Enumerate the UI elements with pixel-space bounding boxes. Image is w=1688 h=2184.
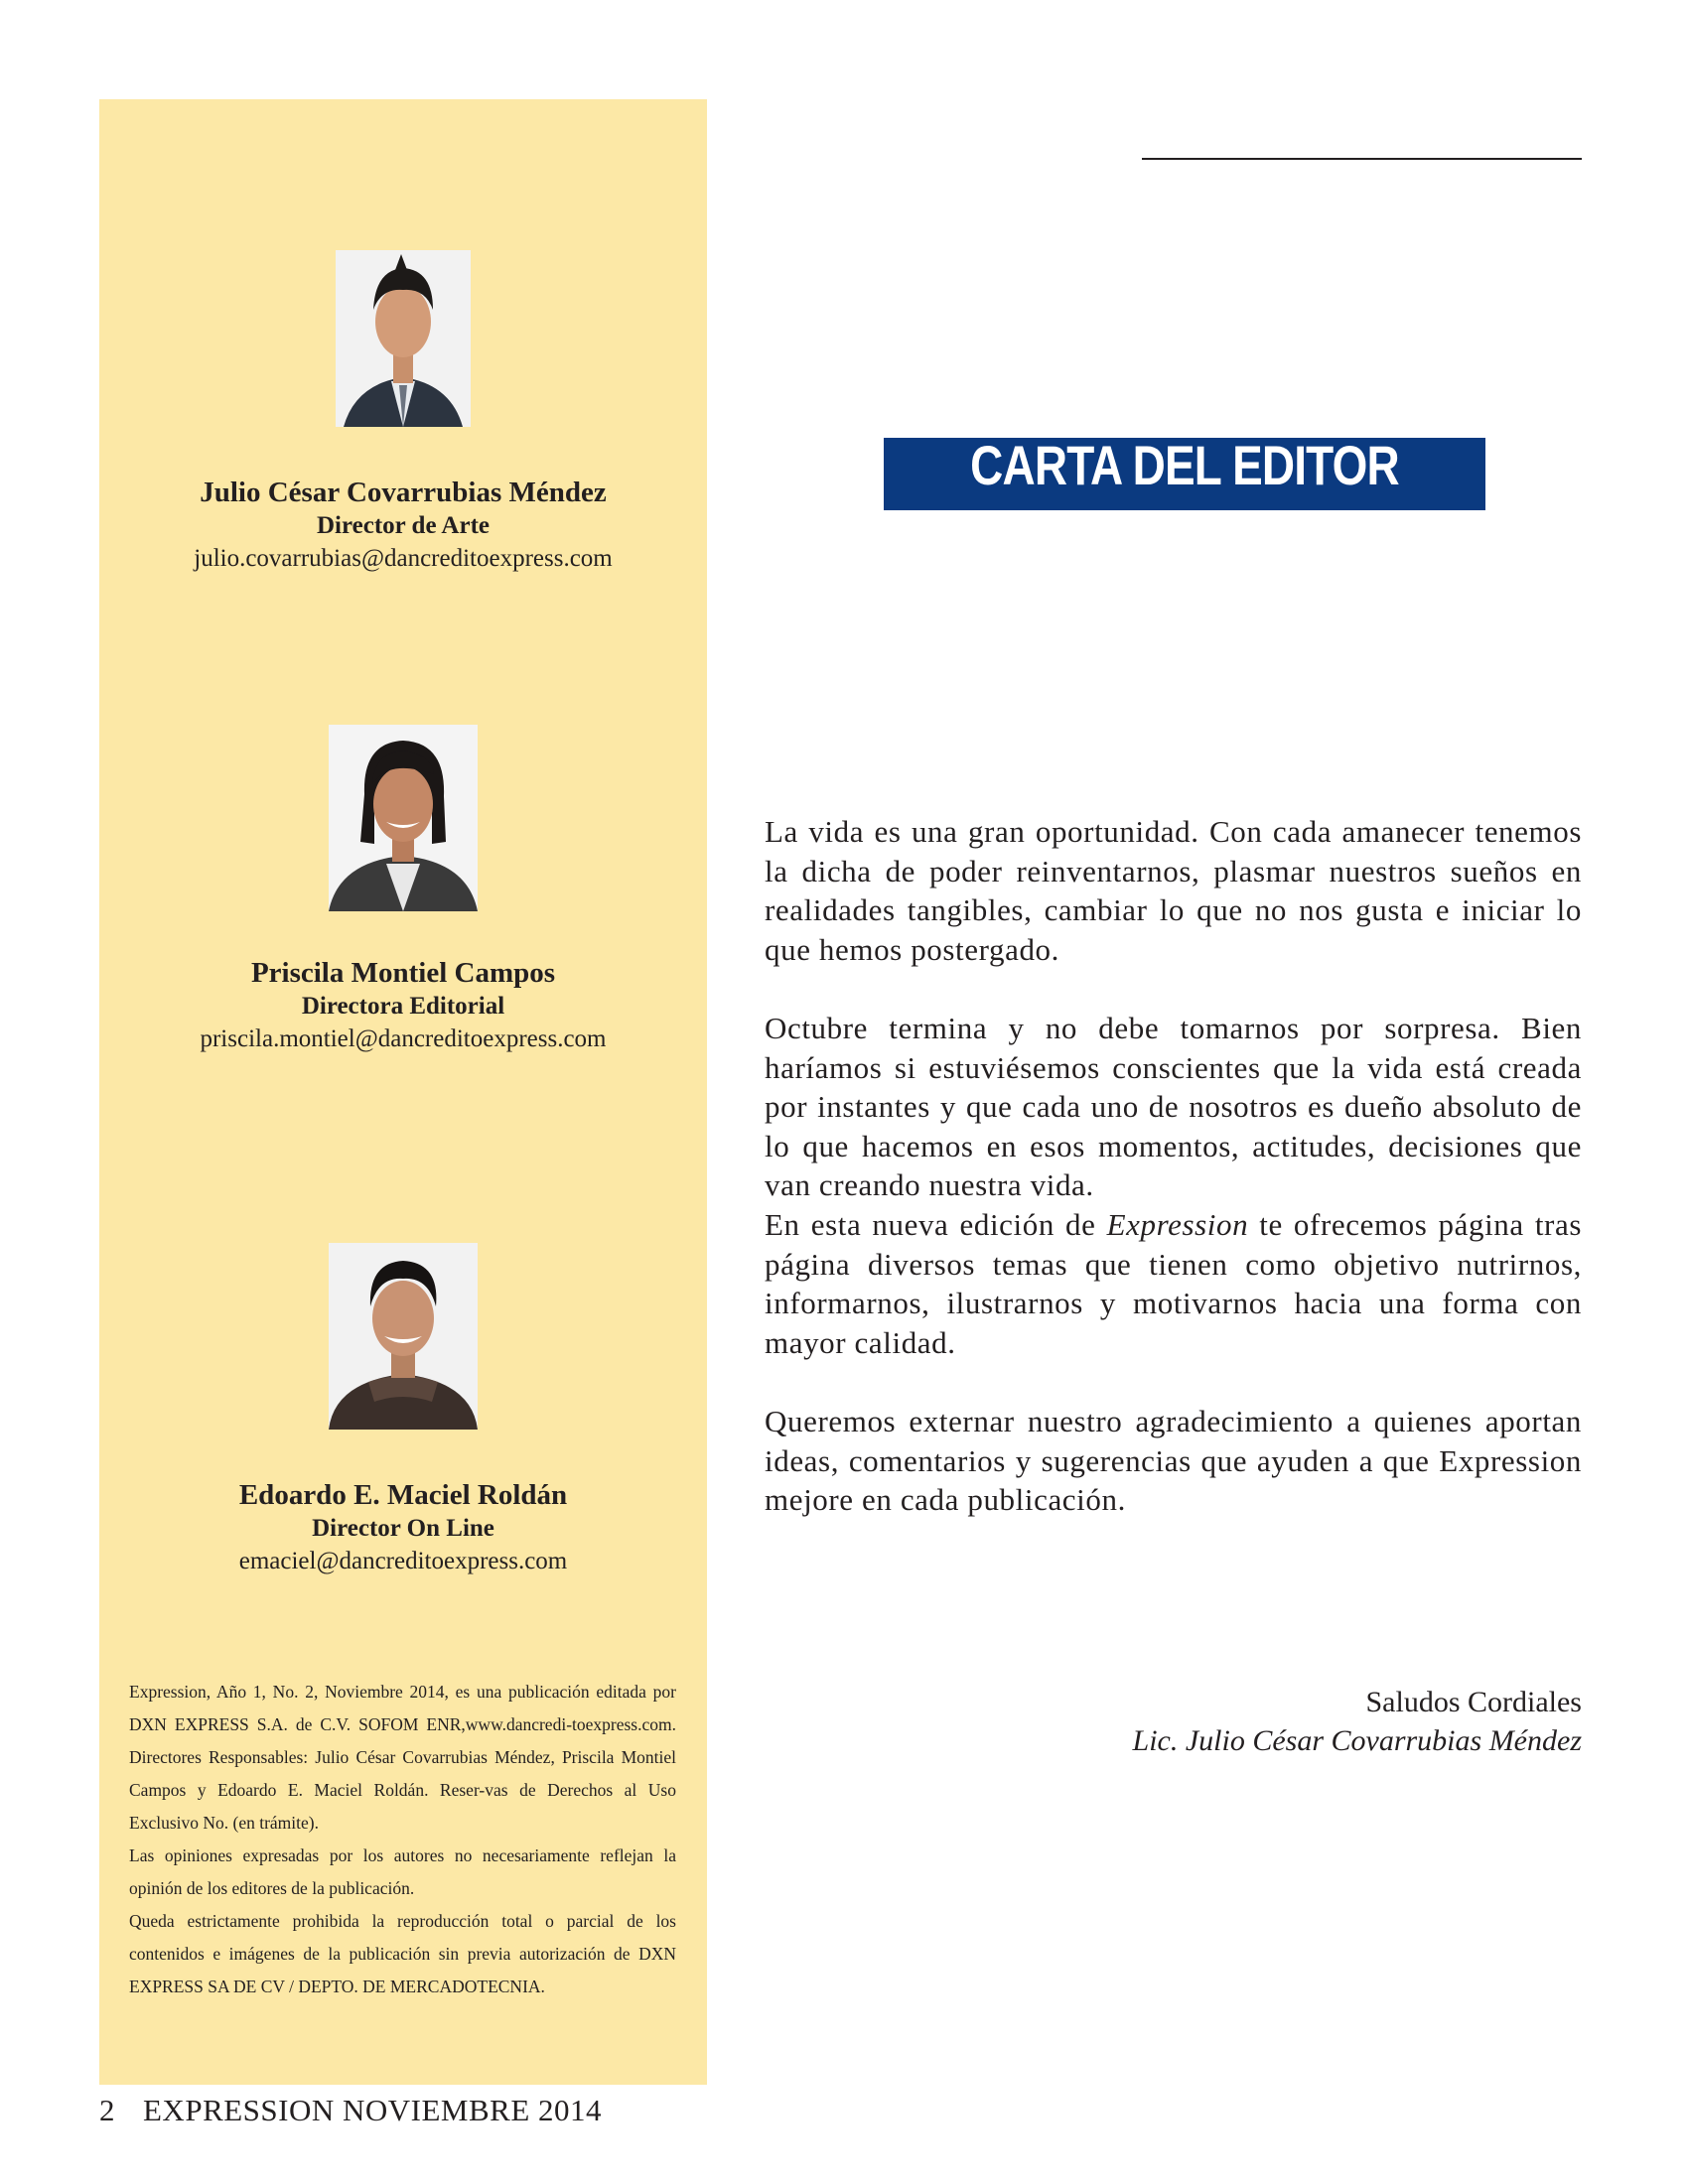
letter-paragraph <box>765 1205 1582 1362</box>
letter-paragraph: Queremos externar nuestro agradecimiento a quienes aportan ideas, comentarios y sugerencias que ayuden a que Expression mejore en cada publicación. <box>765 1403 1582 1518</box>
staff-email[interactable]: julio.covarrubias@dancreditoexpress.com <box>194 545 613 572</box>
staff-card-art-director <box>99 250 707 576</box>
section-banner <box>884 434 1485 510</box>
closing-greeting: Saludos Cordiales <box>1365 1686 1582 1718</box>
staff-sidebar <box>99 99 707 2085</box>
issue-label: EXPRESSION NOVIEMBRE 2014 <box>143 2093 603 2127</box>
staff-role: Director de Arte <box>317 512 490 539</box>
staff-name: Edoardo E. Maciel Roldán <box>238 1479 568 1511</box>
magazine-name: Expression <box>1106 1206 1249 1242</box>
section-title: CARTA DEL EDITOR <box>970 434 1399 496</box>
staff-name: Julio César Covarrubias Méndez <box>200 477 607 508</box>
letter-closing <box>993 1683 1582 1760</box>
staff-role: Director On Line <box>312 1515 494 1542</box>
editor-letter <box>765 812 1582 1520</box>
header-rule <box>1142 158 1582 160</box>
letter-paragraph: La vida es una gran oportunidad. Con cada amanecer tenemos la dicha de poder reinventarnos, plasmar nuestros sueños en realidades tangibles, cambiar lo que no nos gusta e iniciar lo que hemos postergado. <box>765 814 1582 967</box>
staff-photo <box>329 725 478 911</box>
staff-card-online-director <box>99 1243 707 1578</box>
signature: Lic. Julio César Covarrubias Méndez <box>1132 1724 1582 1757</box>
credits-paragraph: Las opiniones expresadas por los autores no necesariamente reflejan la opinión de los editores de la publicación. <box>129 1845 676 1898</box>
credits-paragraph: Expression, Año 1, No. 2, Noviembre 2014, es una publicación editada por DXN EXPRESS S.A. de C.V. SOFOM ENR,www.dancredi-toexpress.com. Directores Responsables: Julio César Covarrubias Méndez, Priscila Montiel Campos y Edoardo E. Maciel Roldán. Reser-vas de Derechos al Uso Exclusivo No. (en trámite). <box>129 1682 676 1833</box>
page-footer <box>99 2093 602 2128</box>
publication-credits <box>129 1676 676 2003</box>
letter-text: En esta nueva edición de <box>765 1206 1107 1242</box>
staff-email[interactable]: emaciel@dancreditoexpress.com <box>238 1548 568 1574</box>
letter-paragraph: Octubre termina y no debe tomarnos por sorpresa. Bien haríamos si estuviésemos conscientes que la vida está creada por instantes y que cada uno de nosotros es dueño absoluto de lo que hacemos en esos momentos, actitudes, decisiones que van creando nuestra vida. <box>765 1010 1582 1203</box>
staff-photo <box>329 1243 478 1430</box>
staff-email[interactable]: priscila.montiel@dancreditoexpress.com <box>200 1025 607 1052</box>
staff-role: Directora Editorial <box>301 993 505 1020</box>
staff-name: Priscila Montiel Campos <box>250 957 556 989</box>
staff-photo <box>336 250 471 427</box>
staff-card-editorial-director <box>99 725 707 1056</box>
letter-text: te ofrecemos página tras página diversos temas que tienen como objetivo nutrirnos, informarnos, ilustrarnos y motivarnos hacia una forma con mayor calidad. <box>765 1206 1582 1360</box>
credits-paragraph: Queda estrictamente prohibida la reproducción total o parcial de los contenidos e imágenes de la publicación sin previa autorización de DXN EXPRESS SA DE CV / DEPTO. DE MERCADOTECNIA. <box>129 1911 676 1996</box>
page-number: 2 <box>99 2093 115 2127</box>
